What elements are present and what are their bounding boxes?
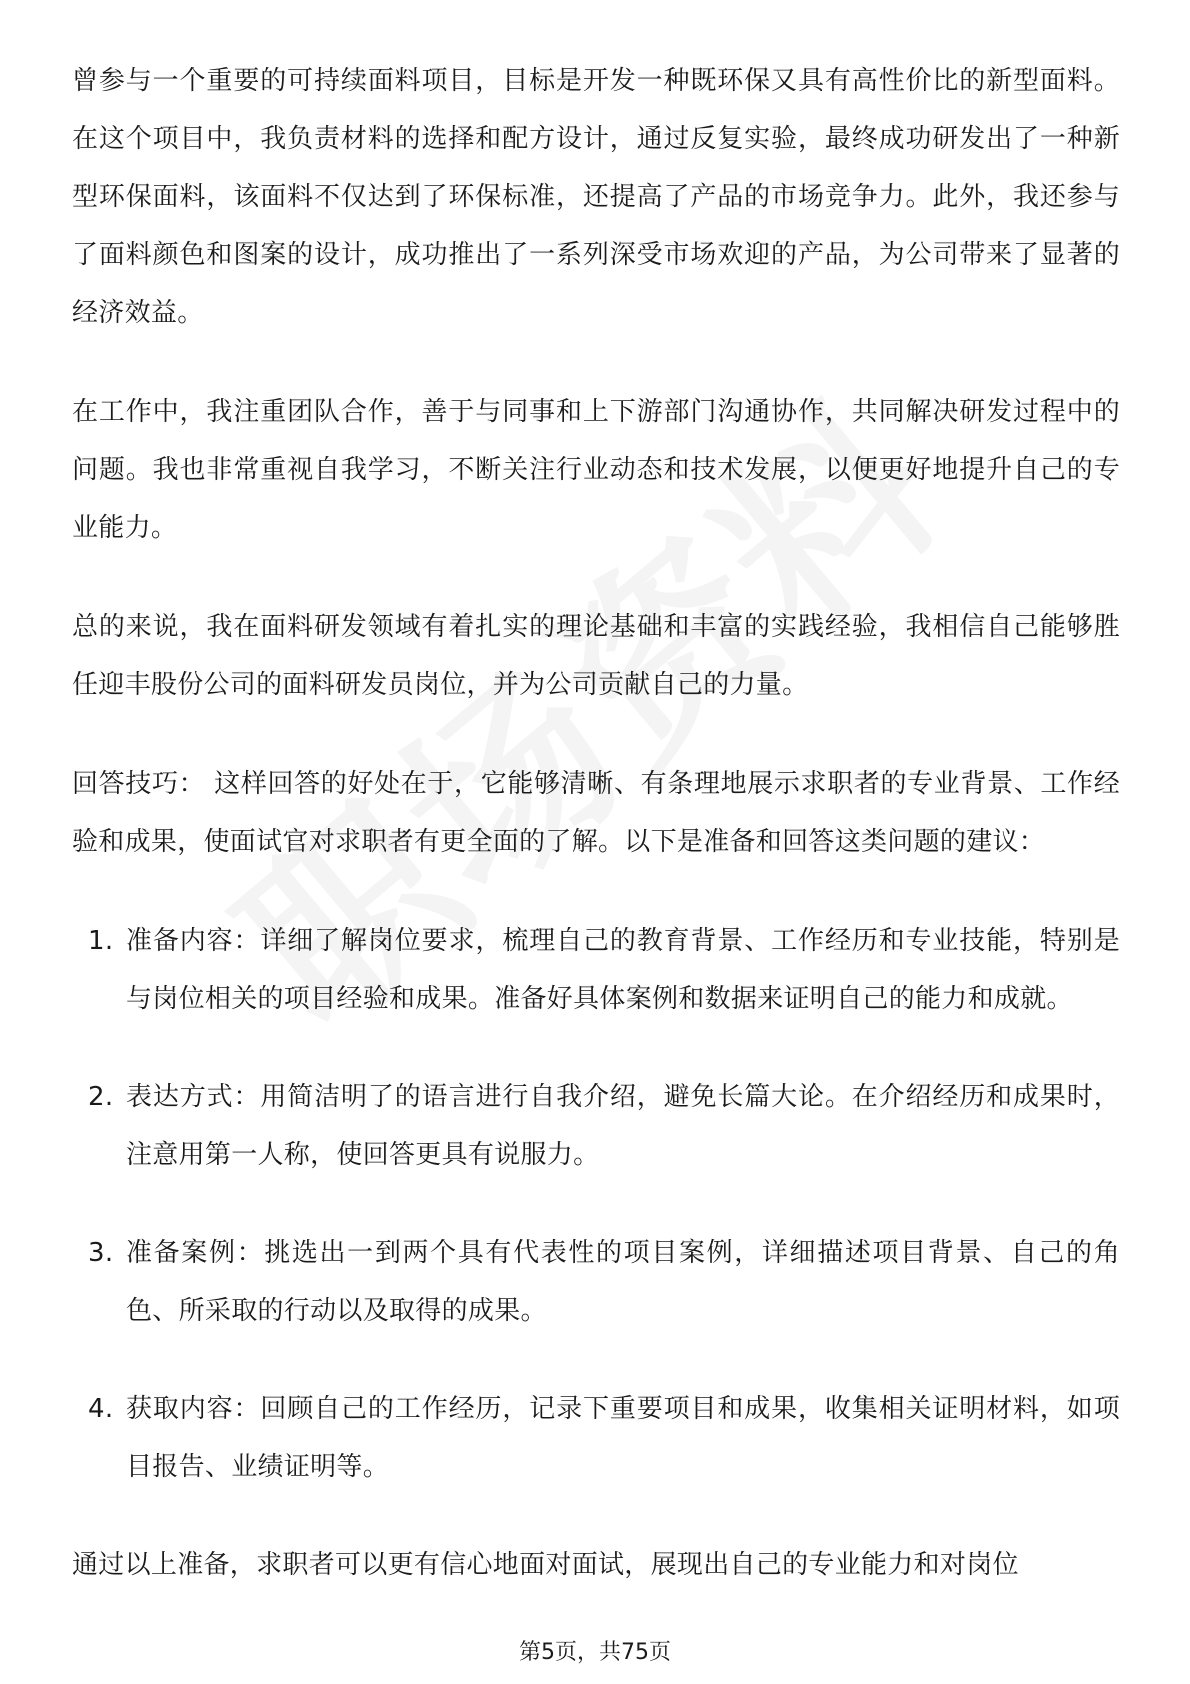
list-item xyxy=(72,1224,1120,1340)
list-item xyxy=(72,1380,1120,1496)
list-item-number: 2. xyxy=(88,1082,114,1112)
list-item-text: 表达方式：用简洁明了的语言进行自我介绍，避免长篇大论。在介绍经历和成果时，注意用第一人称，使回答更具有说服力。 xyxy=(126,1082,1120,1170)
paragraph-closing: 通过以上准备，求职者可以更有信心地面对面试，展现出自己的专业能力和对岗位 xyxy=(72,1550,1019,1580)
list-item-number: 1. xyxy=(88,926,114,956)
list-item xyxy=(72,1068,1120,1184)
list-item-text: 获取内容：回顾自己的工作经历，记录下重要项目和成果，收集相关证明材料，如项目报告、业绩证明等。 xyxy=(126,1394,1120,1482)
paragraph-project-experience: 曾参与一个重要的可持续面料项目，目标是开发一种既环保又具有高性价比的新型面料。在这个项目中，我负责材料的选择和配方设计，通过反复实验，最终成功研发出了一种新型环保面料，该面料不仅达到了环保标准，还提高了产品的市场竞争力。此外，我还参与了面料颜色和图案的设计，成功推出了一系列深受市场欢迎的产品，为公司带来了显著的经济效益。 xyxy=(72,66,1120,328)
tips-list xyxy=(72,912,1120,1496)
list-item-number: 4. xyxy=(88,1394,114,1424)
paragraph-answer-tips: 回答技巧： 这样回答的好处在于，它能够清晰、有条理地展示求职者的专业背景、工作经验和成果，使面试官对求职者有更全面的了解。以下是准备和回答这类问题的建议： xyxy=(72,769,1120,857)
list-item-text: 准备案例：挑选出一到两个具有代表性的项目案例，详细描述项目背景、自己的角色、所采取的行动以及取得的成果。 xyxy=(126,1238,1120,1326)
page-content xyxy=(72,52,1120,1635)
paragraph-teamwork: 在工作中，我注重团队合作，善于与同事和上下游部门沟通协作，共同解决研发过程中的问题。我也非常重视自我学习，不断关注行业动态和技术发展，以便更好地提升自己的专业能力。 xyxy=(72,397,1120,543)
list-item-text: 准备内容：详细了解岗位要求，梳理自己的教育背景、工作经历和专业技能，特别是与岗位相关的项目经验和成果。准备好具体案例和数据来证明自己的能力和成就。 xyxy=(126,926,1120,1014)
paragraph-summary: 总的来说，我在面料研发领域有着扎实的理论基础和丰富的实践经验，我相信自己能够胜任迎丰股份公司的面料研发员岗位，并为公司贡献自己的力量。 xyxy=(72,612,1120,700)
list-item xyxy=(72,912,1120,1028)
page-number-footer: 第5页，共75页 xyxy=(519,1640,671,1665)
list-item-number: 3. xyxy=(88,1238,114,1268)
